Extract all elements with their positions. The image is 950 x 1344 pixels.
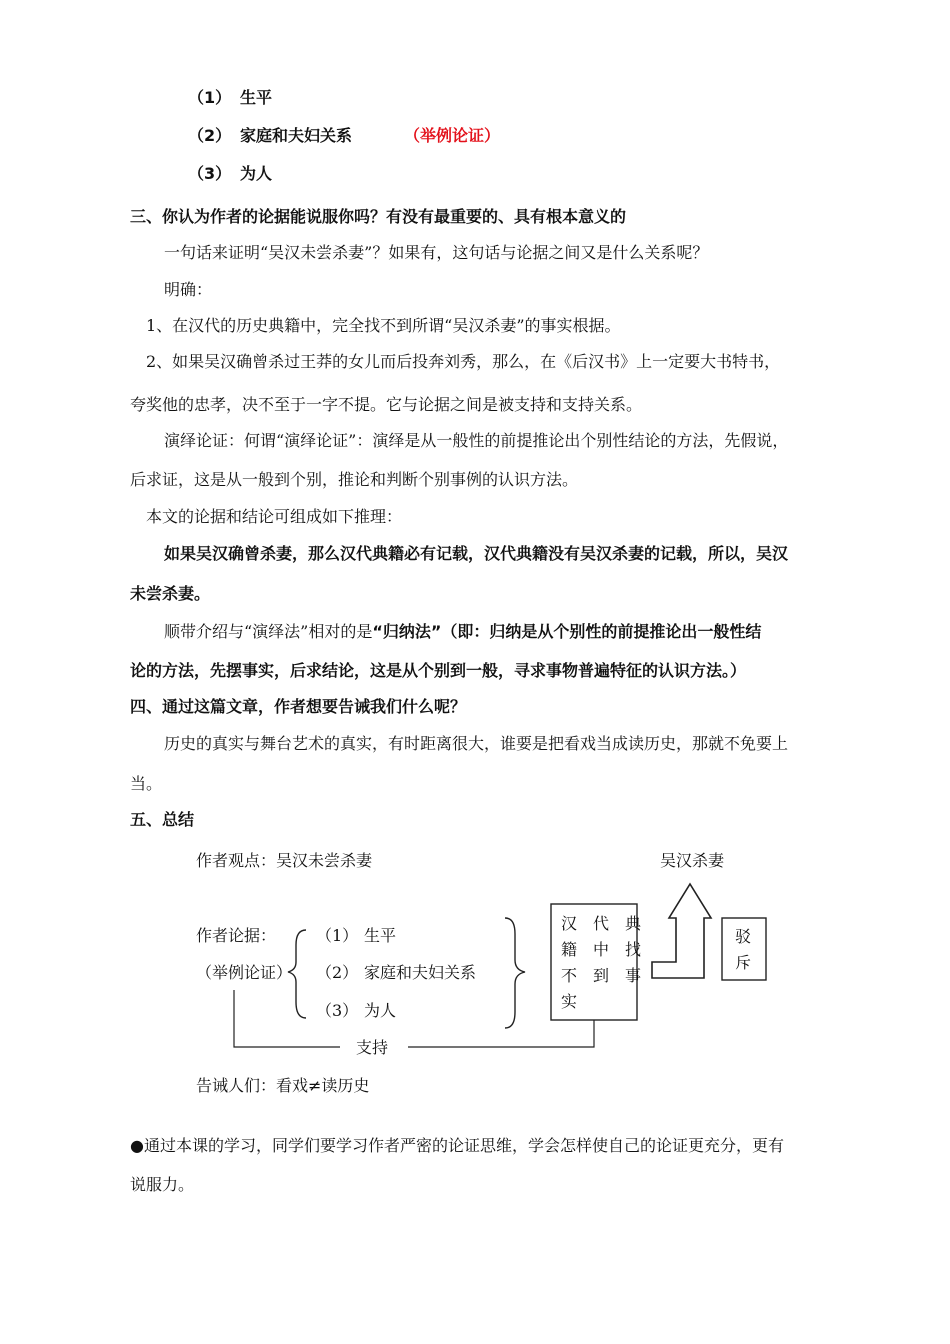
evidence-item-num: （1） [316,926,359,945]
evidence-item-text: 为人 [364,1001,397,1020]
box-char: 典 [625,914,642,933]
refute-char: 斥 [735,953,752,972]
list-item-num: （3） [188,164,232,183]
box-char: 不 [561,966,578,985]
paragraph: 夸奖他的忠孝，决不至于一字不提。它与论据之间是被支持和支持关系。 [130,395,643,414]
section5-heading: 五、总结 [130,810,195,829]
section3-heading: 三、你认为作者的论据能说服你吗？有没有最重要的、具有根本意义的 [130,207,627,226]
mingque-label: 明确： [164,280,213,299]
fact-box-text [561,914,649,1012]
closing-line: 说服力。 [130,1175,195,1194]
evidence-item-text: 生平 [364,926,397,945]
section3-heading-cont: 一句话来证明“吴汉未尝杀妻”？如果有，这句话与论据之间又是什么关系呢？ [164,243,709,262]
closing-line: ●通过本课的学习，同学们要学习作者严密的论证思维，学会怎样使自己的论证更充分，更有 [130,1136,784,1155]
warning-text: 告诫人们：看戏≠读历史 [196,1076,370,1095]
arrow-label: 吴汉杀妻 [660,851,725,870]
paragraph-bold: “归纳法”（即：归纳是从个别性的前提推论出一般性结 [372,622,762,641]
paragraph: 当。 [130,774,163,793]
box-char: 实 [561,992,578,1011]
section4-heading: 四、通过这篇文章，作者想要告诫我们什么呢？ [130,697,467,716]
box-char: 代 [593,914,610,933]
reasoning-bold: 如果吴汉确曾杀妻，那么汉代典籍必有记载，汉代典籍没有吴汉杀妻的记载，所以，吴汉 [164,544,789,563]
author-viewpoint: 作者观点：吴汉未尝杀妻 [196,851,373,870]
evidence-method: （举例论证） [196,963,293,982]
support-label: 支持 [356,1038,389,1057]
box-char: 中 [593,940,610,959]
reasoning-bold: 未尝杀妻。 [130,584,211,603]
paragraph: 历史的真实与舞台艺术的真实，有时距离很大，谁要是把看戏当成读历史，那就不免要上 [164,734,789,753]
paragraph: 2、如果吴汉确曾杀过王莽的女儿而后投奔刘秀，那么，在《后汉书》上一定要大书特书， [146,352,781,371]
refute-char: 驳 [735,927,752,946]
box-char: 籍 [561,940,578,959]
list-item-num: （1） [188,88,232,107]
box-char: 到 [593,966,610,985]
paragraph: 后求证，这是从一般到个别，推论和判断个别事例的认识方法。 [130,470,579,489]
method-note: （举例论证） [404,126,501,145]
paragraph-normal: 顺带介绍与“演绎法”相对的是 [164,622,373,641]
list-item-text: 家庭和夫妇关系 [240,126,353,145]
box-char: 找 [625,940,642,959]
paragraph: 1、在汉代的历史典籍中，完全找不到所谓“吴汉杀妻”的事实根据。 [146,316,621,335]
evidence-item-num: （2） [316,963,359,982]
list-item-text: 生平 [240,88,273,107]
list-item-num: （2） [188,126,232,145]
evidence-label: 作者论据： [196,926,277,945]
box-char: 汉 [561,914,578,933]
paragraph-bold: 论的方法，先摆事实，后求结论，这是从个别到一般，寻求事物普遍特征的认识方法。） [130,661,747,680]
box-char: 事 [625,966,642,985]
evidence-item-text: 家庭和夫妇关系 [364,963,477,982]
list-item-text: 为人 [240,164,273,183]
evidence-item-num: （3） [316,1001,359,1020]
paragraph: 演绎论证：何谓“演绎论证”：演绎是从一般性的前提推论出个别性结论的方法，先假说， [164,431,789,450]
paragraph: 本文的论据和结论可组成如下推理： [146,507,403,526]
